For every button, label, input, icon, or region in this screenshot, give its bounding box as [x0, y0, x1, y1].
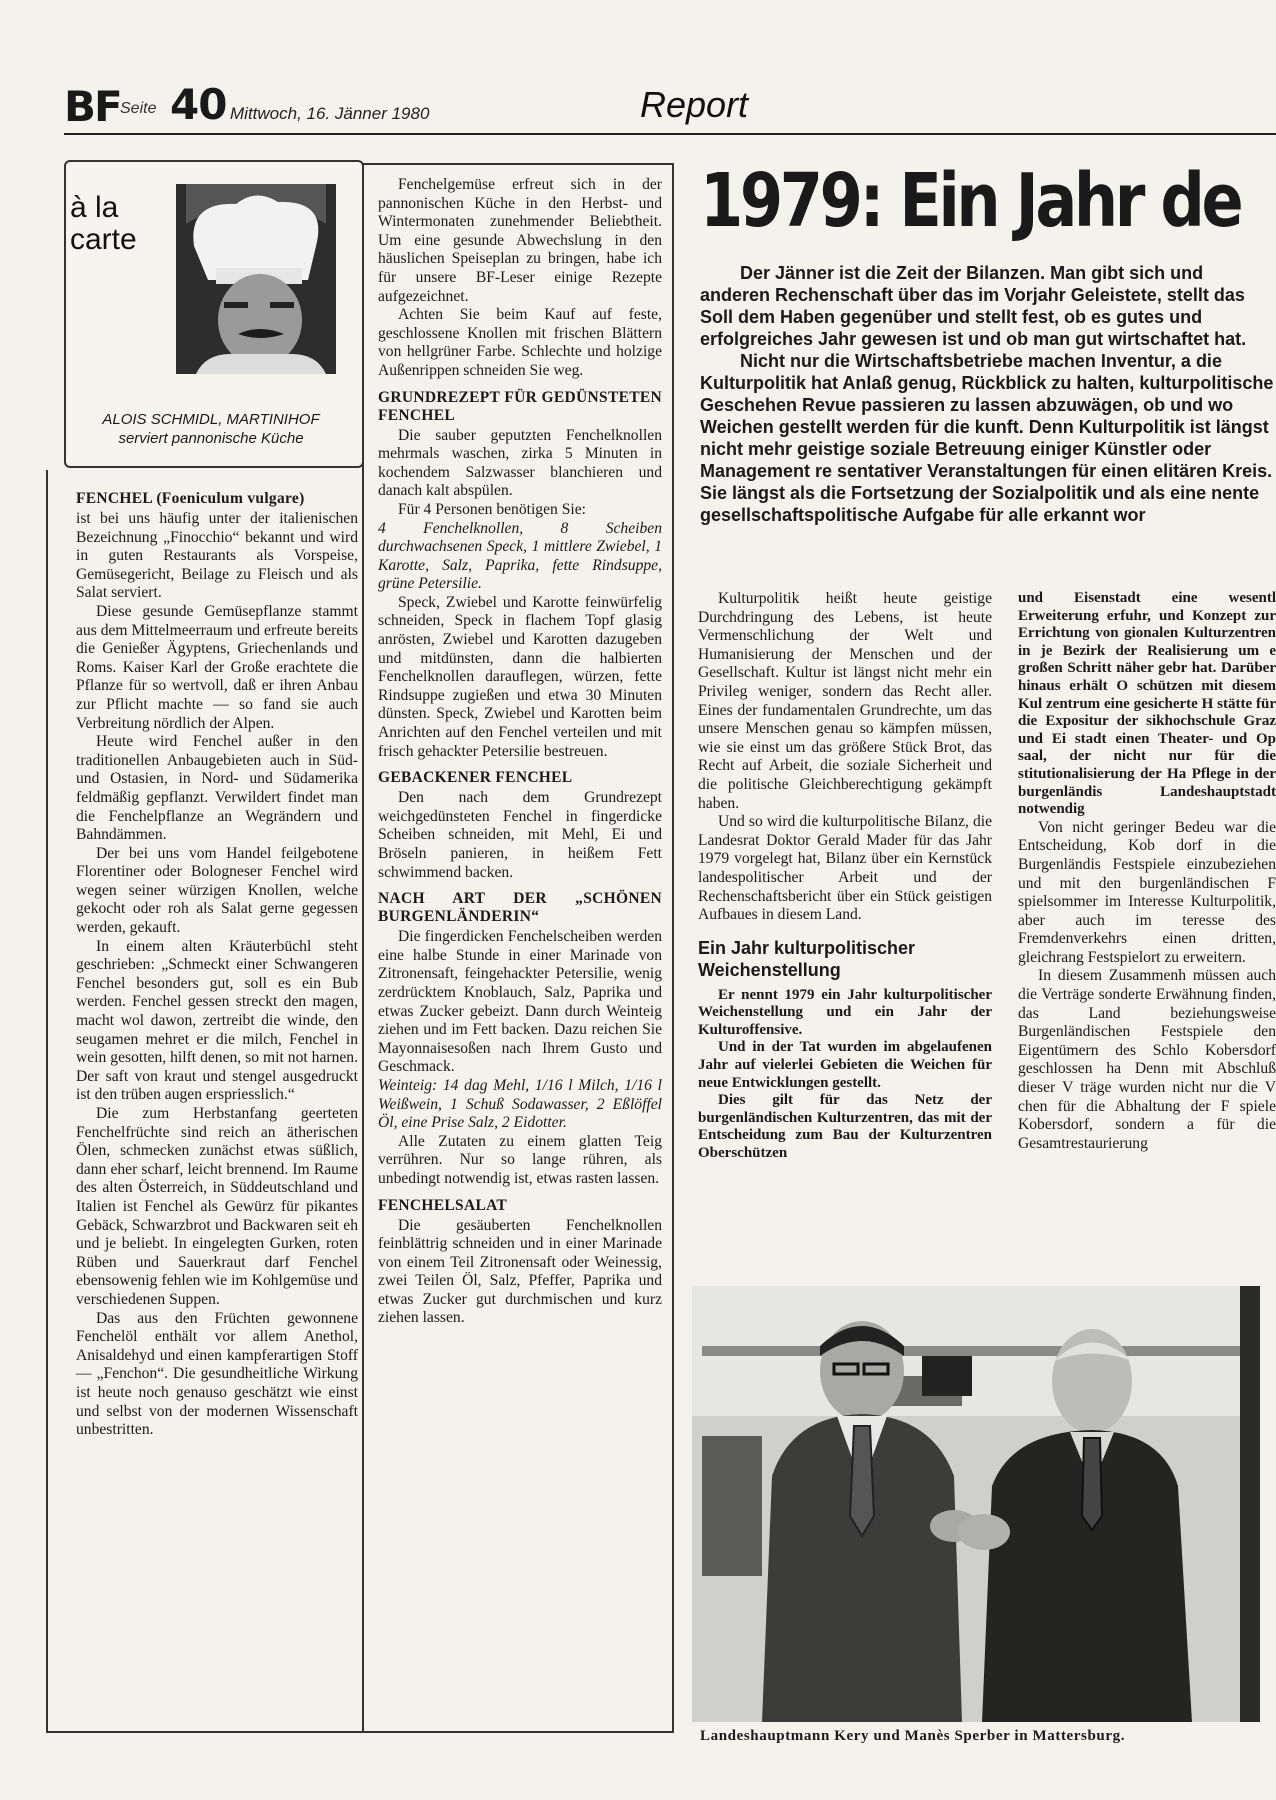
recipe-burgenland-batter: Alle Zutaten zu einem glatten Teig verrühren. Nur so lange rühren, als unbedingt notwendig ist, etwas rasten lassen.	[378, 1132, 662, 1187]
recipe-burgenland-method: Die fingerdicken Fenchelscheiben werden eine halbe Stunde in einer Marinade von Zitronensaft, feingehackter Petersilie, wenig zerdrücktem Knoblauch, Salz, Paprika und etwas Zucker gebeizt. Dann durch Weinteig ziehen und im Fett backen. Dazu reichen Sie Mayonnaisesoßen nach Ihrem Gusto und Geschmack.	[378, 928, 662, 1076]
masthead-logo: BF	[64, 82, 121, 131]
fennel-paragraph: In einem alten Kräuterbüchl steht geschrieben: „Schmeckt einer Schwangeren Fenchel besonders gut, soll es ein Bub werden. Fenchel gessen streckt den magen, macht wol dawon, zertreibt die winde, den seugamen mehret er die milch, Fenchel in wein gesotten, hilft denen, so mit not harnen. Der saft von kraut und stengel ausgedruckt ist den trüben augen erspriesslich.“	[76, 937, 358, 1104]
report-lead-paragraph: Nicht nur die Wirtschaftsbetriebe machen Inventur, a die Kulturpolitik hat Anlaß genug, Rückblick zu halten, kulturpolitische Geschehen Revue passieren zu lassen abzuwägen, ob und wo Weichen gestellt werden für die kunft. Denn Kulturpolitik ist längst nicht mehr geistige soziale Betreuung einiger Künstler oder Management re sentativer Veranstaltungen für einen elitären Kreis. Sie längst als die Fortsetzung der Sozialpolitik und als eine nente gesellschaftspolitische Aufgabe für alle erkannt wor	[700, 351, 1274, 525]
report-bold-paragraph: und Eisenstadt eine wesentl Erweiterung erfuhr, und Konzept zur Errichtung von gionalen Kulturzentren in je Bezirk der Realisierung um e großen Schritt näher gebr hat. Darüber hinaus erhält O schützen mit diesem Kul zentrum eine gesicherte H stätte für die Expositur der sikhochschule Graz und Ei stadt einen Theater- und Op saal, der nicht nur für die stitutionalisierung der Ha Pflege in der burgenländis Landeshauptstadt notwendig	[1018, 590, 1276, 818]
recipe-basic-servings: Für 4 Personen benötigen Sie:	[398, 500, 586, 518]
carte-title-line1: à la	[70, 191, 119, 224]
recipe-salad-method: Die gesäuberten Fenchelknollen feinblättrig schneiden und in einer Marinade von einem Teil Zitronensaft oder Weinessig, zwei Teilen Öl, Salz, Pfeffer, Paprika und etwas Zucker gut durchmischen und kurz ziehen lassen.	[378, 1216, 662, 1327]
fennel-paragraph: Heute wird Fenchel außer in den traditionellen Anbaugebieten auch in Süd- und Ostasien, in Nord- und Südamerika feldmäßig gepflanzt. Verwildert findet man die Fenchelpflanze an Wegrändern und Bahndämmen.	[76, 733, 358, 844]
section-title: Report	[640, 84, 749, 125]
box-rule-outer-left	[46, 470, 48, 1733]
news-photo-caption: Landeshauptmann Kery und Manès Sperber in Mattersburg.	[700, 1728, 1126, 1744]
page-label: Seite	[120, 100, 157, 117]
report-bold-paragraph: Er nennt 1979 ein Jahr kulturpolitischer Weichenstellung und ein Jahr der Kulturoffensive.	[698, 986, 992, 1038]
page-number: 40	[170, 80, 227, 129]
box-rule-bottom	[46, 1731, 674, 1733]
carte-title	[70, 192, 137, 256]
report-lead-paragraph: Der Jänner ist die Zeit der Bilanzen. Man gibt sich und anderen Rechenschaft über das im Vorjahr Geleistete, stellt das Soll dem Haben gegenüber und stellt fest, ob es gutes und erfolgreiches Jahr gewesen ist und ob man gut wirtschaftet hat.	[700, 263, 1247, 349]
news-photo	[692, 1286, 1260, 1722]
fennel-paragraph: Das aus den Früchten gewonnene Fenchelöl enthält vor allem Anethol, Anisaldehyd und einen kampferartigen Stoff — „Fenchon“. Die gesundheitliche Wirkung ist heute noch genauso geschätzt wie einst und selbst von der modernen Wissenschaft unbestritten.	[76, 1309, 358, 1439]
recipe-basic-ingredients: 4 Fenchelknollen, 8 Scheiben durchwachsenen Speck, 1 mittlere Zwiebel, 1 Karotte, Salz, Paprika, fette Rindsuppe, grüne Petersilie.	[378, 519, 662, 593]
header-rule	[64, 133, 1276, 135]
chef-caption-subtitle: serviert pannonische Küche	[118, 430, 304, 447]
recipe-basic-method: Speck, Zwiebel und Karotte feinwürfelig schneiden, Speck in flachem Topf glasig anrösten, Zwiebel und Karotten dazugeben und mitdünsten, dann die halbierten Fenchelknollen darauflegen, würzen, fette Rindsuppe zugießen und etwa 30 Minuten dünsten. Speck, Zwiebel und Karotten beim Anrichten auf den Fenchel verteilen und mit frisch gehackter Petersilie bestreuen.	[378, 593, 662, 760]
report-bold-paragraph: Dies gilt für das Netz der burgenländischen Kulturzentren, das mit der Entscheidung zum Bau der Kulturzentren Oberschützen	[698, 1092, 992, 1162]
report-column-3	[698, 590, 992, 1163]
report-paragraph: Und so wird die kulturpolitische Bilanz, die Landesrat Doktor Gerald Mader für das Jahr 1979 vorgelegt hat, Bilanz über ein Kernstück landespolitischer Arbeit und der Rechenschaftsbericht über ein Stück geistigen Aufbaues in diesem Land.	[698, 813, 992, 924]
report-column-4	[1018, 590, 1276, 1153]
recipe-baked-method: Den nach dem Grundrezept weichgedünsteten Fenchel in fingerdicke Scheiben schneiden, mit Mehl, Ei und Bröseln panieren, in heißem Fett schwimmend backen.	[378, 789, 662, 881]
report-lead	[700, 262, 1276, 526]
fennel-paragraph: ist bei uns häufig unter der italienischen Bezeichnung „Finocchio“ bekannt und wird in guten Restaurants als Vorspeise, Gemüsegericht, Beilage zu Fleisch und als Salat serviert.	[76, 510, 358, 602]
recipe-basic-step: Die sauber geputzten Fenchelknollen mehrmals waschen, zirka 5 Minuten in kochendem Salzwasser blanchieren und danach kalt abspülen.	[378, 426, 662, 500]
column-rule-left	[362, 163, 364, 1733]
chef-photo	[176, 184, 336, 374]
issue-date: Mittwoch, 16. Jänner 1980	[230, 104, 430, 123]
report-bold-paragraph: Und in der Tat wurden im abgelaufenen Jahr auf vielerlei Gebieten die Weichen für neue Entwicklungen gestellt.	[698, 1039, 992, 1091]
recipe-heading-basic: GRUNDREZEPT FÜR GEDÜNSTETEN FENCHEL	[378, 388, 662, 424]
fennel-paragraph: Diese gesunde Gemüsepflanze stammt aus dem Mittelmeerraum und erfreute bereits die Genießer Ägyptens, Griechenlands und Roms. Kaiser Karl der Große erachtete die Pflanze für so wertvoll, daß er ihren Anbau zur Pflicht machte — so fand sie auch Verbreitung nördlich der Alpen.	[76, 602, 358, 732]
report-paragraph: Kulturpolitik heißt heute geistige Durchdringung des Lebens, ist heute Vermenschlichung der Welt und Humanisierung der Menschen und der Gesellschaft. Kultur ist längst nicht mehr ein Privileg weniger, sondern das Recht aller. Eines der fundamentalen Grundrechte, um das unsere Menschen genau so kämpfen müssen, wie sie einst um das größere Stück Brot, das Recht auf Arbeit, die soziale Sicherheit und die politische Gleichberechtigung gekämpft haben.	[698, 590, 992, 812]
fennel-paragraph: Der bei uns vom Handel feilgebotene Florentiner oder Bologneser Fenchel wird wegen seiner würzigen Knollen, welche gekocht oder roh als Salat gerne gegessen werden, gekauft.	[76, 844, 358, 937]
report-paragraph: In diesem Zusammenh müssen auch die Verträge sonderte Erwähnung finden, das Land beziehungsweise Burgenländischen Festspiele den Eigentümern des Schlo Kobersdorf geschlossen ha Denn mit Abschluß dieser V träge wurden nicht nur die V chen für die Abhaltung der F spiele Kobersdorf, sondern a für die Gesamtrestaurierung	[1018, 967, 1276, 1152]
fennel-paragraph: Die zum Herbstanfang geerteten Fenchelfrüchte sind reich an ätherischen Ölen, schmecken zunächst etwas süßlich, dann eher scharf, leicht brennend. Im Raume des alten Österreich, in Süddeutschland und Italien ist Fenchel als Gewürz für pikantes Gebäck, Schwarzbrot und Backwaren seit eh und je beliebt. In eingelegten Gurken, roten Rüben und Sauerkraut darf Fenchel ebensowenig fehlen wie im Kohlgemüse und verschiedenen Suppen.	[76, 1105, 358, 1308]
box-rule-top	[362, 163, 674, 165]
recipe-heading-baked: GEBACKENER FENCHEL	[378, 769, 573, 787]
report-paragraph: Von nicht geringer Bedeu war die Entscheidung, Kob dorf in die Burgenländis Festspiele einzubeziehen und mit den burgenländischen F spielsommer im Interesse Kulturpolitik, aber auch im teresse des Fremdenverkehrs einen dritten, gleichrang Festspielort zu erweitern.	[1018, 818, 1276, 966]
carte-title-line2: carte	[70, 223, 137, 256]
recipe-heading-salad: FENCHELSALAT	[378, 1196, 508, 1214]
fennel-column-1	[76, 490, 358, 1440]
fennel-heading: FENCHEL (Foeniculum vulgare)	[76, 490, 305, 507]
recipe-heading-burgenland: NACH ART DER „SCHÖNEN BURGENLÄNDERIN“	[378, 890, 662, 926]
fennel-intro-paragraph: Achten Sie beim Kauf auf feste, geschlossene Knollen mit frischen Blättern von hellgrüner Farbe. Schlechte und holzige Außenrippen schneiden Sie weg.	[378, 306, 662, 379]
column-rule-middle	[672, 163, 674, 1733]
recipe-burgenland-ingredients: Weinteig: 14 dag Mehl, 1/16 l Milch, 1/16 l Weißwein, 1 Schuß Sodawasser, 2 Eßlöffel Öl, eine Prise Salz, 2 Eidotter.	[378, 1076, 662, 1132]
chef-portrait-image	[176, 184, 336, 374]
chef-caption	[76, 410, 346, 448]
report-headline: 1979: Ein Jahr de	[700, 158, 1241, 244]
fennel-intro-paragraph: Fenchelgemüse erfreut sich in der pannonischen Küche in den Herbst- und Wintermonaten zunehmender Beliebtheit. Um eine gesunde Abwechslung in den häuslichen Speiseplan zu bringen, habe ich für unsere BF-Leser einige Rezepte aufgezeichnet.	[378, 176, 662, 305]
news-photo-image	[692, 1286, 1260, 1722]
chef-caption-name: ALOIS SCHMIDL, MARTINIHOF	[102, 411, 320, 428]
fennel-column-2	[378, 176, 662, 1328]
a-la-carte-box	[64, 160, 364, 468]
report-subheading: Ein Jahr kulturpolitischer Weichenstellung	[698, 937, 916, 980]
